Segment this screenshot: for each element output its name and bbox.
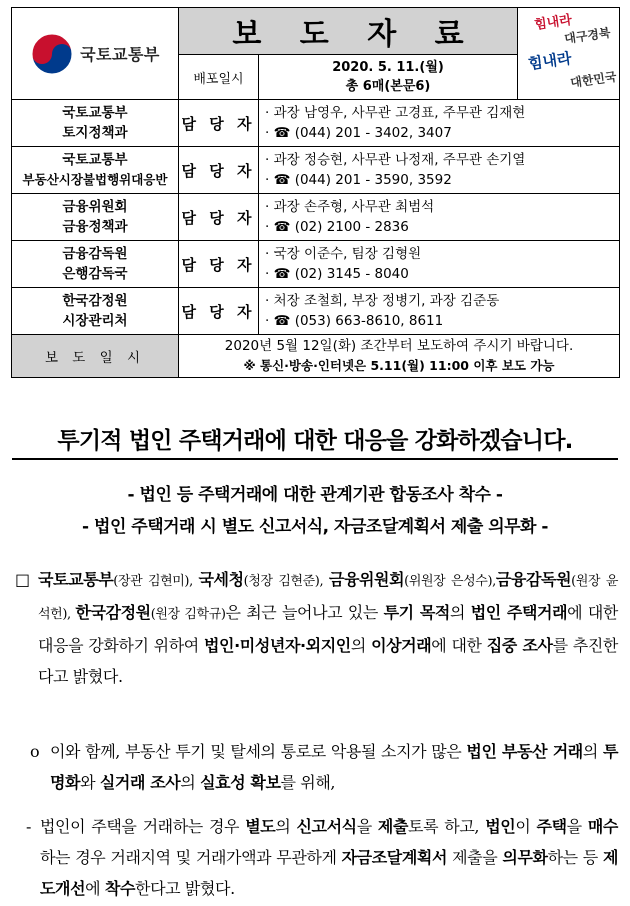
embargo-details bbox=[179, 335, 620, 378]
contact-details: · 과장 정승현, 사무관 나정재, 주무관 손기열 · ☎ (044) 201 - 3590, 3592 bbox=[259, 147, 620, 194]
slogan-line-1: 힘내라 bbox=[532, 12, 573, 33]
contact-row bbox=[12, 100, 620, 147]
ministry-logo-cell bbox=[12, 8, 179, 100]
contact-row bbox=[12, 194, 620, 241]
slogan-line-2: 대구경북 bbox=[562, 25, 611, 46]
contact-details: · 과장 손주형, 사무관 최범석 · ☎ (02) 2100 - 2836 bbox=[259, 194, 620, 241]
contact-role: 담 당 자 bbox=[179, 241, 259, 288]
embargo-line: 2020년 5월 12일(화) 조간부터 보도하여 주시기 바랍니다. bbox=[224, 338, 574, 354]
body-paragraph-3: 법인이 주택을 거래하는 경우 별도의 신고서식을 제출토록 하고, 법인이 주택을 매수하는 경우 거래지역 및 거래가액과 무관하게 자금조달계획서 제출을 의무화하는 등 제도개선에 착수한다고 밝혔다. bbox=[40, 817, 618, 898]
contact-role: 담 당 자 bbox=[179, 288, 259, 335]
square-bullet: □ bbox=[15, 570, 31, 589]
ministry-logo-text: 국토교통부 bbox=[80, 45, 160, 64]
release-date: 2020. 5. 11.(월) bbox=[332, 60, 444, 75]
slogan-calligraphy bbox=[521, 9, 617, 95]
contact-org: 한국감정원 시장관리처 bbox=[12, 288, 179, 335]
contact-org: 금융위원회 금융정책과 bbox=[12, 194, 179, 241]
contact-org: 금융감독원 은행감독국 bbox=[12, 241, 179, 288]
contact-row bbox=[12, 288, 620, 335]
slogan-line-3: 힘내라 bbox=[526, 48, 573, 73]
body-paragraph-1: 국토교통부(장관 김현미), 국세청(청장 김현준), 금융위원회(위원장 은성수),금융감독원(원장 윤석헌), 한국감정원(원장 김학규)은 최근 늘어나고 있는 투기 목적의 법인 주택거래에 대한 대응을 강화하기 위하여 법인·미성년자·외지인의 이상거래에 대한 집중 조사를 추진한다고 밝혔다. bbox=[38, 570, 618, 686]
subheading-1: - 법인 등 주택거래에 대한 관계기관 합동조사 착수 - bbox=[127, 485, 503, 505]
subheading-2: - 법인 주택거래 시 별도 신고서식, 자금조달계획서 제출 의무화 - bbox=[82, 517, 548, 537]
contact-role: 담 당 자 bbox=[179, 147, 259, 194]
release-date-cell bbox=[259, 55, 518, 100]
circle-bullet: ο bbox=[30, 742, 40, 761]
contact-details: · 처장 조철희, 부장 정병기, 과장 김준동 · ☎ (053) 663-8610, 8611 bbox=[259, 288, 620, 335]
contact-row bbox=[12, 241, 620, 288]
release-date-label: 배포일시 bbox=[179, 55, 259, 100]
page-count: 총 6매(본문6) bbox=[345, 79, 431, 94]
contact-role: 담 당 자 bbox=[179, 194, 259, 241]
contact-row bbox=[12, 147, 620, 194]
taegeuk-logo-icon bbox=[30, 32, 74, 76]
document-title: 보 도 자 료 bbox=[232, 17, 478, 52]
slogan-cell bbox=[518, 8, 620, 100]
embargo-label: 보 도 일 시 bbox=[12, 335, 179, 378]
contact-details: · 국장 이준수, 팀장 김형원 · ☎ (02) 3145 - 8040 bbox=[259, 241, 620, 288]
contact-org: 국토교통부 부동산시장불법행위대응반 bbox=[12, 147, 179, 194]
embargo-note: ※ 통신·방송·인터넷은 5.11(월) 11:00 이후 보도 가능 bbox=[243, 358, 555, 373]
body-paragraph-2: 이와 함께, 부동산 투기 및 탈세의 통로로 악용될 소지가 많은 법인 부동산 거래의 투명화와 실거래 조사의 실효성 확보를 위해, bbox=[50, 742, 618, 792]
slogan-line-4: 대한민국 bbox=[568, 69, 617, 90]
dash-bullet: - bbox=[26, 817, 32, 836]
headline-divider bbox=[12, 458, 618, 460]
press-header-table bbox=[11, 7, 620, 378]
headline: 투기적 법인 주택거래에 대한 대응을 강화하겠습니다. bbox=[57, 428, 573, 454]
contact-details: · 과장 남영우, 사무관 고경표, 주무관 김재현 · ☎ (044) 201 - 3402, 3407 bbox=[259, 100, 620, 147]
title-cell bbox=[179, 8, 518, 55]
contact-org: 국토교통부 토지정책과 bbox=[12, 100, 179, 147]
contact-role: 담 당 자 bbox=[179, 100, 259, 147]
